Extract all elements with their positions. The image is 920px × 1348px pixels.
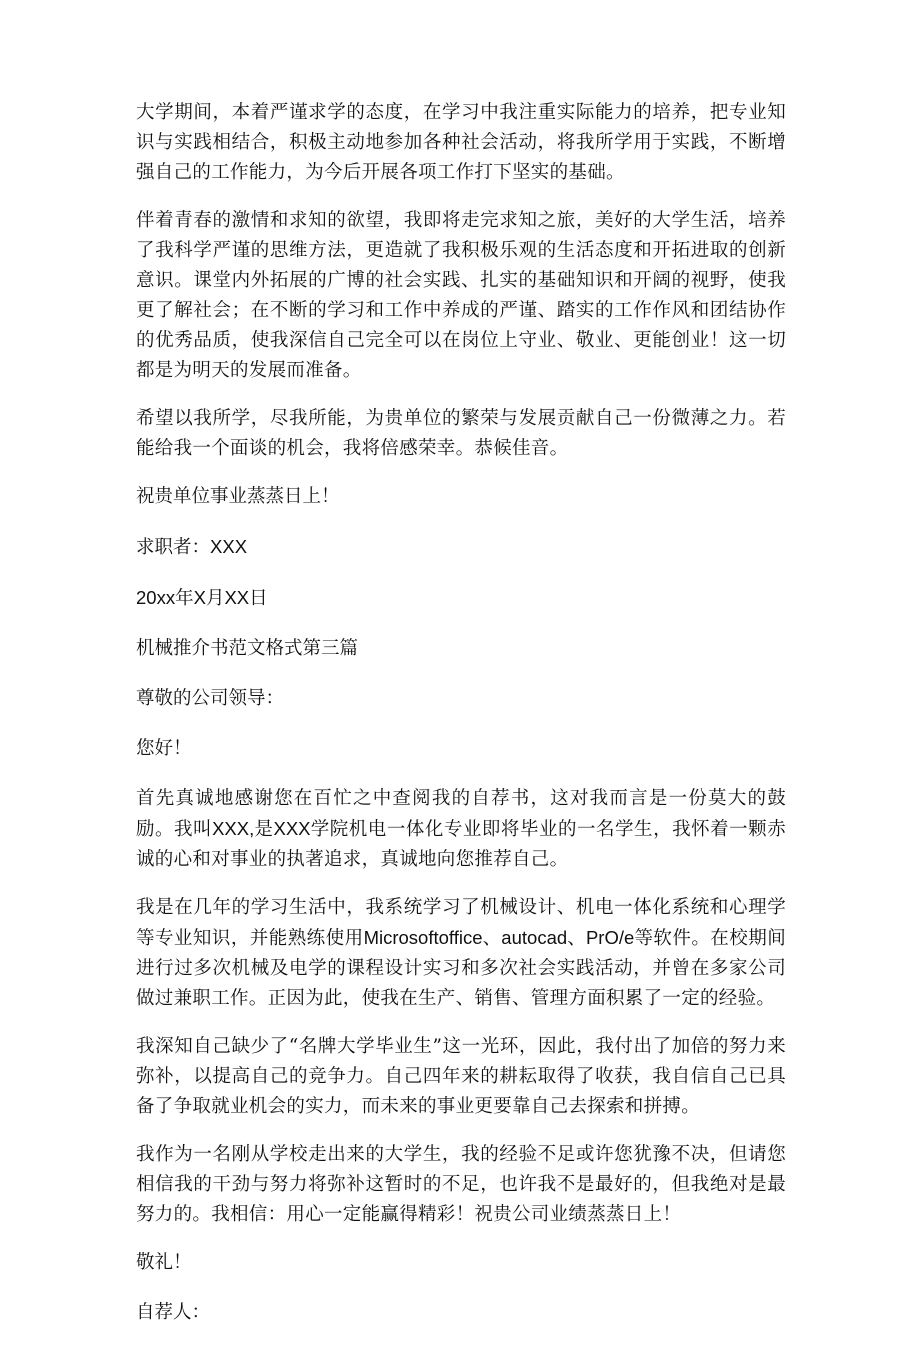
- intro-school: XXX: [273, 818, 311, 839]
- paragraph-skills: [136, 893, 786, 1014]
- paragraph-hope: 希望以我所学，尽我所能，为贵单位的繁荣与发展贡献自己一份微薄之力。若能给我一个面谈的机会，我将倍感荣幸。恭候佳音。: [136, 408, 786, 459]
- date-month: X: [193, 587, 206, 608]
- date-day-unit: 日: [249, 588, 268, 609]
- greeting: 您好！: [136, 738, 192, 759]
- paragraph-commitment: 我作为一名刚从学校走出来的大学生，我的经验不足或许您犹豫不决，但请您相信我的干劲与努力将弥补这暂时的不足，也许我不是最好的，但我绝对是最努力的。我相信：用心一定能赢得精彩！祝贵公司业绩蒸蒸日上！: [136, 1144, 786, 1225]
- date-day: XX: [224, 587, 250, 608]
- applicant-label: 求职者：: [136, 537, 211, 558]
- document-page: [136, 98, 786, 1348]
- intro-name: XXX,: [212, 818, 255, 839]
- paragraph-effort: 我深知自己缺少了“名牌大学毕业生”这一光环，因此，我付出了加倍的努力来弥补，以提高自己的竞争力。自己四年来的耕耘取得了收获，我自信自己已具备了争取就业机会的实力，而未来的事业更要靠自己去探索和拼搏。: [136, 1036, 786, 1117]
- section-title: 机械推介书范文格式第三篇: [136, 638, 359, 659]
- skills-text-1: 我是在几年的学习生活中，我系统学习了机械设计、机电一体化系统和心理学等专业知识，并能熟练使用: [136, 897, 786, 949]
- signature-label: 自荐人：: [136, 1302, 211, 1323]
- intro-text-2: 是: [254, 819, 274, 840]
- applicant-name: XXX: [210, 536, 248, 557]
- paragraph-introduction: [136, 784, 786, 875]
- date-month-unit: 月: [205, 588, 225, 609]
- skills-software: Microsoftoffice、autocad、PrO/e: [363, 927, 635, 948]
- intro-text-3: 学院机电一体化专业即将毕业的一名学生，我怀着一颗赤诚的心和对事业的执著追求，真诚地向您推荐自己。: [136, 819, 786, 870]
- date-year: 20xx: [136, 587, 176, 608]
- applicant-line: [136, 532, 786, 563]
- intro-text-1: 首先真诚地感谢您在百忙之中查阅我的自荐书，这对我而言是一份莫大的鼓励。我叫: [136, 788, 786, 840]
- paragraph-university-life: 伴着青春的激情和求知的欲望，我即将走完求知之旅，美好的大学生活，培养了我科学严谨的思维方法，更造就了我积极乐观的生活态度和开拓进取的创新意识。课堂内外拓展的广博的社会实践、扎实的基础知识和开阔的视野，使我更了解社会；在不断的学习和工作中养成的严谨、踏实的工作作风和团结协作的优秀品质，使我深信自己完全可以在岗位上守业、敬业、更能创业！这一切都是为明天的发展而准备。: [136, 210, 786, 381]
- closing: 敬礼！: [136, 1252, 192, 1273]
- skills-text-2: 等软件。在校期间进行过多次机械及电学的课程设计实习和多次社会实践活动，并曾在多家公司做过兼职工作。正因为此，使我在生产、销售、管理方面积累了一定的经验。: [136, 928, 786, 1009]
- paragraph-wish: 祝贵单位事业蒸蒸日上！: [136, 486, 340, 507]
- paragraph-study-attitude: 大学期间，本着严谨求学的态度，在学习中我注重实际能力的培养，把专业知识与实践相结合，积极主动地参加各种社会活动，将我所学用于实践，不断增强自己的工作能力，为今后开展各项工作打下坚实的基础。: [136, 102, 786, 183]
- date-year-unit: 年: [175, 588, 194, 609]
- date-line: [136, 583, 786, 614]
- salutation: 尊敬的公司领导：: [136, 688, 285, 709]
